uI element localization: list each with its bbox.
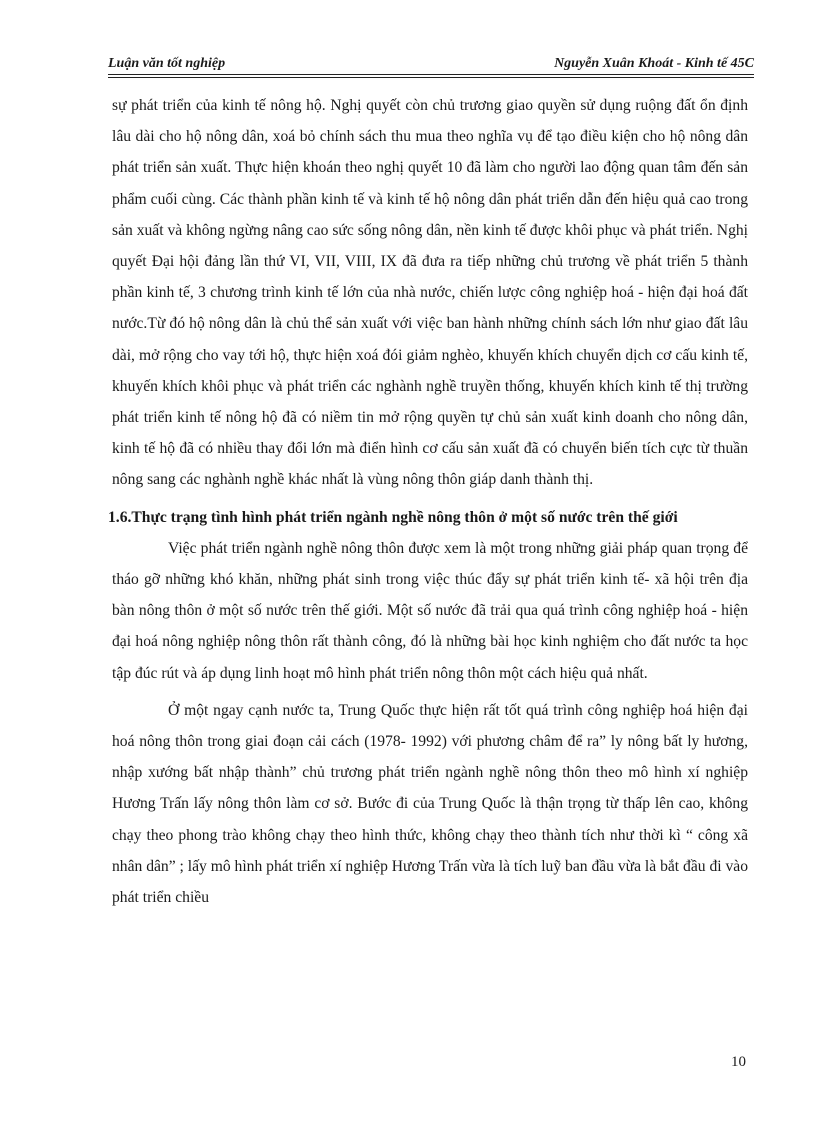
- page-body: [108, 90, 748, 913]
- body-paragraph: sự phát triển của kinh tế nông hộ. Nghị quyết còn chủ trương giao quyền sử dụng ruộng đất ổn định lâu dài cho hộ nông dân, xoá bỏ chính sách thu mua theo nghĩa vụ để tạo điều kiện cho hộ nông dân phát triển sản xuất. Thực hiện khoán theo nghị quyết 10 đã làm cho người lao động quan tâm đến sản phẩm cuối cùng. Các thành phần kinh tế và kinh tế hộ nông dân phát triển dẫn đến hiệu quả cao trong sản xuất và không ngừng nâng cao sức sống nông dân, nền kinh tế được khôi phục và phát triển. Nghị quyết Đại hội đảng lần thứ VI, VII, VIII, IX đã đưa ra tiếp những chủ trương về phát triển 5 thành phần kinh tế, 3 chương trình kinh tế lớn của nhà nước, chiến lược công nghiệp hoá - hiện đại hoá đất nước.Từ đó hộ nông dân là chủ thể sản xuất với việc ban hành những chính sách lớn như giao đất lâu dài, mở rộng cho vay tới hộ, thực hiện xoá đói giảm nghèo, khuyến khích chuyển dịch cơ cấu kinh tế, khuyến khích khôi phục và phát triển các nghành nghề truyền thống, khuyến khích kinh tế thị trường phát triển kinh tế nông hộ đã có niềm tin mở rộng quyền tự chủ sản xuất kinh doanh cho nông dân, kinh tế hộ đã có nhiều thay đổi lớn mà điển hình cơ cấu sản xuất đã có chuyển biến tích cực từ thuần nông sang các nghành nghề khác nhất là vùng nông thôn giáp danh thành thị.: [112, 97, 748, 489]
- header-thesis-title: Luận văn tốt nghiệp: [108, 56, 226, 71]
- page-header: [108, 46, 754, 78]
- body-paragraph: Ở một ngay cạnh nước ta, Trung Quốc thực hiện rất tốt quá trình công nghiệp hoá hiện đại hoá nông thôn trong giai đoạn cải cách (1978- 1992) với phương châm để ra” ly nông bất ly hương, nhập xướng bất nhập thành” chủ trương phát triển ngành nghề nông thôn theo mô hình xí nghiệp Hương Trấn lấy nông thôn làm cơ sở. Bước đi của Trung Quốc là thận trọng từ thấp lên cao, không chạy theo phong trào không chạy theo hình thức, không chạy theo thành tích như thời kì “ công xã nhân dân” ; lấy mô hình phát triển xí nghiệp Hương Trấn vừa là tích luỹ ban đầu vừa là bắt đầu đi vào phát triển chiều: [112, 701, 748, 907]
- page-number: 10: [731, 1054, 746, 1070]
- section-heading: 1.6.Thực trạng tình hình phát triển ngành nghề nông thôn ở một số nước trên thế giới: [108, 508, 678, 526]
- body-paragraph: Việc phát triển ngành nghề nông thôn được xem là một trong những giải pháp quan trọng để tháo gỡ những khó khăn, những phát sinh trong việc thúc đẩy sự phát triển kinh tế- xã hội trên địa bàn nông thôn ở một số nước trên thế giới. Một số nước đã trải qua quá trình công nghiệp hoá - hiện đại hoá nông nghiệp nông thôn rất thành công, đó là những bài học kinh nghiệm cho đất nước ta học tập đúc rút và áp dụng linh hoạt mô hình phát triển nông thôn một cách hiệu quả nhất.: [112, 539, 748, 682]
- header-author: Nguyễn Xuân Khoát - Kinh tế 45C: [554, 56, 754, 71]
